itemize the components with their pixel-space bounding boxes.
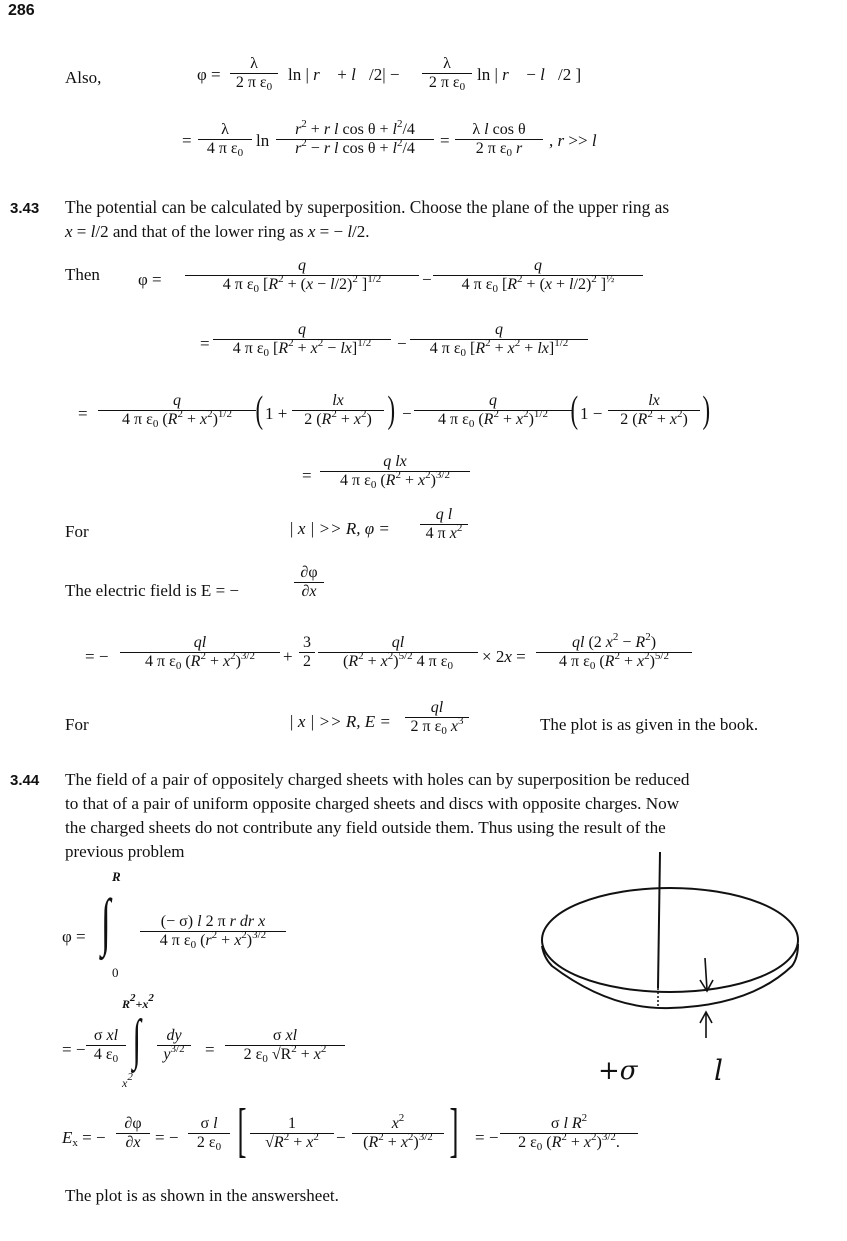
problem-343-number: 3.43 [10,200,40,217]
eq-far-field-E: ql 2 π $\varepsilon_0$ $x^3$ [405,699,469,736]
field-intro: The electric field is E = − [65,581,239,600]
for-label-2: For [65,715,89,734]
cond-1: | x | >> R, φ = [289,519,390,538]
disc-top [542,888,798,992]
cond-2: | x | >> R, E = [289,712,391,731]
for-label-1: For [65,522,89,541]
problem-344-text-4: previous problem [65,842,185,861]
eq-field-derivative: ∂φ ∂x [294,564,324,601]
problem-344-text-3: the charged sheets do not contribute any field outside them. Thus using the result of the [65,818,666,837]
eq-343-far-field: q l 4 π $x^2$ [420,506,468,543]
problem-344-text-1: The field of a pair of oppositely charged sheets with holes can by superposition be reduced [65,770,690,789]
disc-rim [542,944,798,1008]
problem-343-text-2: x = l/2 and that of the lower ring as x = − l/2. [65,222,370,241]
problem-344-number: 3.44 [10,772,40,789]
then-label: Then [65,265,100,284]
also-label: Also, [65,68,102,87]
plot-note-2: The plot is as shown in the answersheet. [65,1186,339,1205]
arrow-down [705,958,707,990]
plot-note-1: The plot is as given in the book. [540,715,759,734]
figure-label-l: l [714,1054,723,1087]
page-number: 286 [8,2,35,19]
problem-343-text-1: The potential can be calculated by superposition. Choose the plane of the upper ring as [65,197,670,217]
disc-figure [530,848,800,1088]
problem-344-text-2: to that of a pair of uniform opposite charged sheets and discs with opposite charges. Now [65,794,680,813]
figure-label-sigma: +σ [598,1056,638,1086]
axis-line [658,852,660,988]
